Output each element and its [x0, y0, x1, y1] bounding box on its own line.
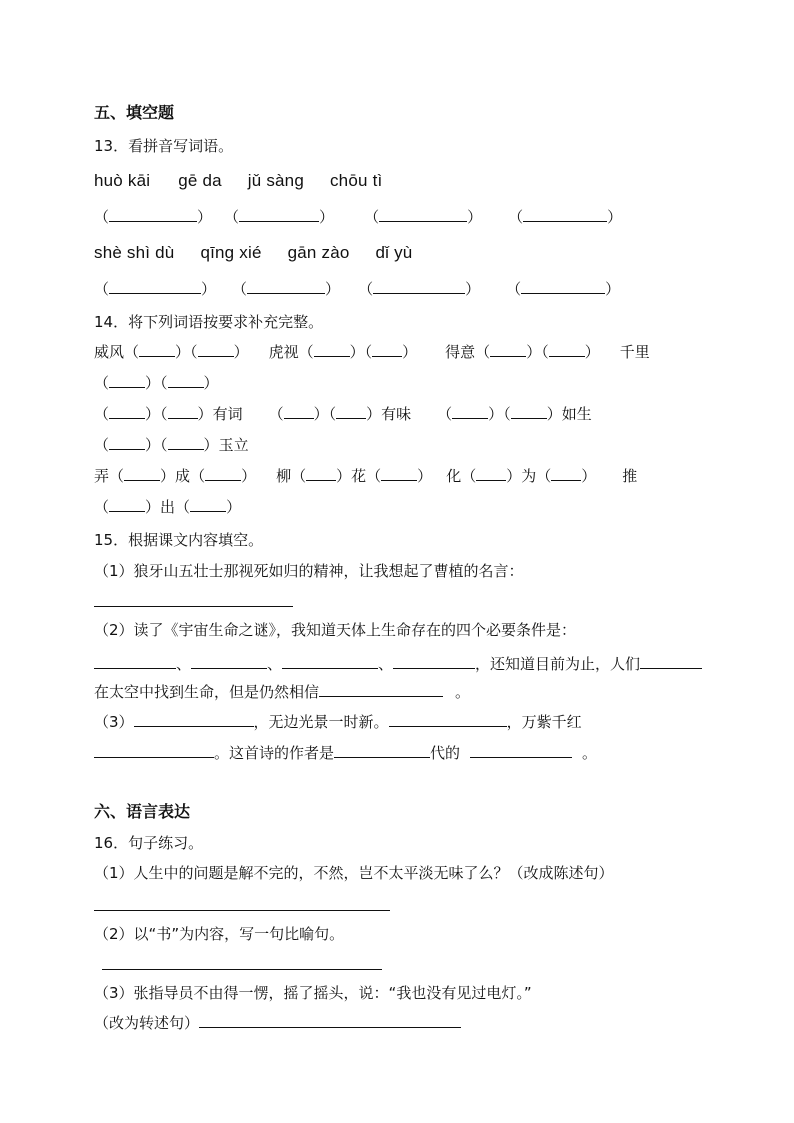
idiom-text: 有词 [212, 405, 243, 423]
idiom-text: 千里 [619, 343, 650, 361]
idiom-blank[interactable]: （ ） [124, 343, 191, 361]
idiom-row-4 [94, 435, 249, 455]
question-14: 14．将下列词语按要求补充完整。 [94, 313, 324, 331]
idiom-blank[interactable]: （ ） [475, 343, 542, 361]
answer-blank[interactable]: （ ） [364, 208, 483, 226]
answer-line[interactable] [94, 910, 390, 911]
idiom-text: 化 [446, 467, 462, 485]
answer-blank[interactable]: （ ） [508, 208, 623, 226]
answer-blank[interactable]: （ ） [224, 208, 335, 226]
answer-line[interactable] [102, 969, 382, 970]
question-16-part-2: （2）以“书”为内容，写一句比喻句。 [94, 925, 345, 943]
answer-blank[interactable] [334, 743, 430, 758]
answer-blank[interactable]: （ ） [94, 208, 213, 226]
question-16-part-1: （1）人生中的问题是解不完的，不然，岂不太平淡无味了么？（改成陈述句） [94, 864, 614, 882]
idiom-blank[interactable]: （ ） [328, 405, 382, 423]
idiom-blank[interactable]: （ ） [291, 467, 352, 485]
idiom-text: 成 [175, 467, 191, 485]
inline-text: 。 [582, 744, 598, 762]
answer-blank[interactable] [191, 654, 267, 669]
question-16-part-3: （3）张指导员不由得一愣，摇了摇头，说：“我也没有见过电灯。” [94, 984, 532, 1002]
idiom-row-3 [94, 404, 592, 424]
separator: 、 [267, 655, 283, 673]
inline-text: 。这首诗的作者是 [214, 744, 335, 762]
idiom-blank[interactable]: （ ） [94, 436, 161, 454]
inline-text: 代的 [430, 744, 461, 762]
pinyin-item: dǐ yù [375, 243, 413, 262]
question-16-part-3-instruction [94, 1013, 461, 1033]
inline-text: ，还知道目前为止，人们 [475, 655, 641, 673]
answer-blank[interactable] [319, 682, 443, 697]
question-15: 15．根据课文内容填空。 [94, 531, 264, 549]
idiom-text: 弄 [94, 467, 110, 485]
idiom-text: 出 [160, 498, 176, 516]
idiom-blank[interactable]: （ ） [94, 498, 161, 516]
question-15-part-2-cont [94, 682, 470, 702]
pinyin-item: gān zào [287, 243, 350, 262]
idiom-text: 得意 [445, 343, 476, 361]
answer-blank[interactable]: （ ） [94, 280, 217, 298]
idiom-blank[interactable]: （ ） [366, 467, 433, 485]
idiom-blank[interactable]: （ ） [175, 498, 242, 516]
inline-text: 在太空中找到生命，但是仍然相信 [94, 683, 320, 701]
idiom-row-5 [94, 466, 637, 486]
idiom-text: 柳 [276, 467, 292, 485]
idiom-blank[interactable]: （ ） [109, 467, 176, 485]
question-16: 16．句子练习。 [94, 834, 204, 852]
idiom-text: 虎视 [268, 343, 299, 361]
idiom-text: 玉立 [218, 436, 249, 454]
answer-blank[interactable]: （ ） [232, 280, 341, 298]
answer-blank[interactable] [94, 743, 214, 758]
pinyin-item: shè shì dù [94, 243, 175, 262]
question-15-part-1: （1）狼牙山五壮士那视死如归的精神，让我想起了曹植的名言： [94, 562, 524, 580]
idiom-blank[interactable]: （ ） [298, 343, 365, 361]
idiom-blank[interactable]: （ ） [94, 405, 161, 423]
idiom-blank[interactable]: （ ） [437, 405, 504, 423]
answer-blank[interactable] [470, 743, 572, 758]
idiom-blank[interactable]: （ ） [364, 343, 418, 361]
inline-text: 。 [455, 683, 471, 701]
idiom-blank[interactable]: （ ） [190, 467, 257, 485]
separator: 、 [176, 655, 192, 673]
answer-blank[interactable] [282, 654, 378, 669]
idiom-blank[interactable]: （ ） [536, 467, 597, 485]
pinyin-item: huò kāi [94, 171, 151, 190]
answer-blank[interactable] [389, 712, 507, 727]
inline-text: ，万紫千红 [506, 713, 582, 731]
question-15-part-2-blanks [94, 654, 702, 674]
idiom-row-6 [94, 497, 241, 517]
answer-row-2 [94, 279, 620, 299]
answer-blank[interactable] [134, 712, 254, 727]
idiom-blank[interactable]: （ ） [160, 374, 219, 392]
idiom-blank[interactable]: （ ） [503, 405, 562, 423]
idiom-row-1 [94, 342, 650, 362]
idiom-text: 为 [521, 467, 537, 485]
idiom-text: 如生 [561, 405, 592, 423]
section-title-6: 六、语言表达 [94, 802, 191, 821]
answer-line[interactable] [94, 606, 293, 607]
idiom-blank[interactable]: （ ） [268, 405, 329, 423]
separator: 、 [378, 655, 394, 673]
pinyin-item: gē da [178, 171, 222, 190]
answer-blank[interactable] [199, 1013, 461, 1028]
question-13: 13．看拼音写词语。 [94, 137, 234, 155]
idiom-blank[interactable]: （ ） [190, 343, 249, 361]
idiom-text: 威风 [94, 343, 125, 361]
answer-blank[interactable] [393, 654, 475, 669]
pinyin-row-1 [94, 171, 382, 191]
idiom-text: 推 [622, 467, 638, 485]
inline-text: ，无边光景一时新。 [253, 713, 389, 731]
idiom-blank[interactable]: （ ） [94, 374, 161, 392]
pinyin-item: jǔ sàng [247, 171, 304, 190]
question-15-part-2: （2）读了《宇宙生命之谜》，我知道天体上生命存在的四个必要条件是： [94, 621, 577, 639]
idiom-text: 花 [351, 467, 367, 485]
question-15-part-3-cont [94, 743, 597, 763]
answer-blank[interactable] [94, 654, 176, 669]
idiom-blank[interactable]: （ ） [160, 405, 213, 423]
question-15-part-3 [94, 712, 582, 732]
answer-row-1 [94, 207, 622, 227]
answer-blank[interactable]: （ ） [506, 280, 621, 298]
pinyin-item: qīng xié [200, 243, 262, 262]
pinyin-item: chōu tì [329, 171, 383, 190]
answer-blank[interactable] [640, 654, 702, 669]
answer-blank[interactable]: （ ） [358, 280, 481, 298]
idiom-blank[interactable]: （ ） [160, 436, 219, 454]
section-title-5: 五、填空题 [94, 103, 175, 122]
inline-text: （改为转述句） [94, 1014, 200, 1032]
inline-text: （3） [94, 713, 134, 731]
idiom-row-2 [94, 373, 219, 393]
idiom-blank[interactable]: （ ） [461, 467, 522, 485]
idiom-blank[interactable]: （ ） [541, 343, 600, 361]
idiom-text: 有味 [381, 405, 412, 423]
pinyin-row-2 [94, 243, 412, 263]
